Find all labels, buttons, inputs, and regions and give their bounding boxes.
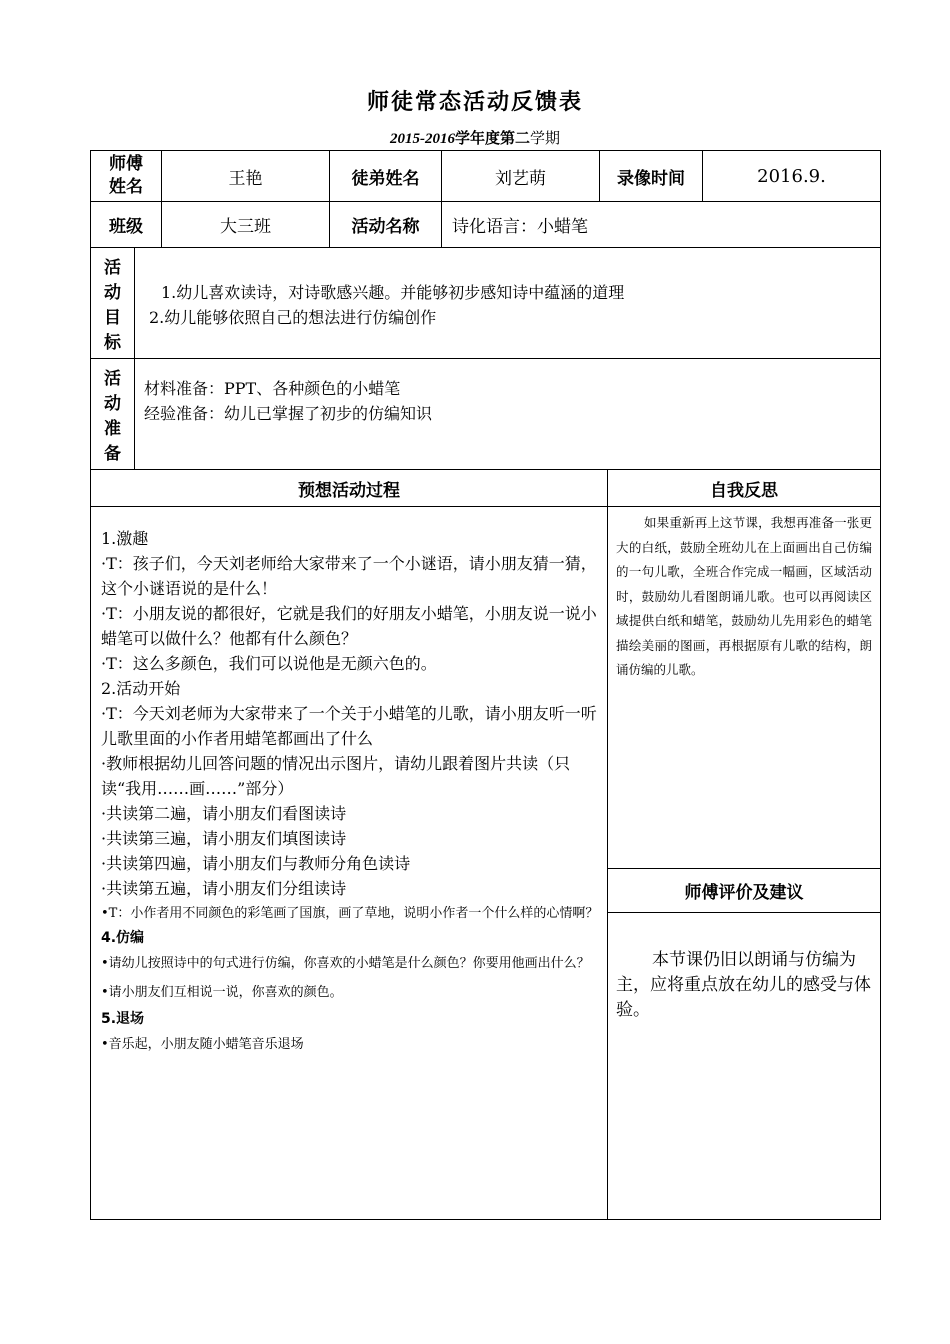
process-line: ·共读第三遍，请小朋友们填图读诗	[101, 829, 347, 848]
evaluation-content	[607, 912, 881, 1220]
term-label: 学期	[530, 131, 561, 147]
process-small-line: •音乐起，小朋友随小蜡笔音乐退场	[101, 1037, 304, 1052]
record-time-value: 2016.9.	[702, 150, 881, 202]
master-name-value: 王艳	[161, 150, 330, 202]
prep-label-cell	[90, 358, 135, 470]
process-line: ·T：孩子们，今天刘老师给大家带来了一个小谜语，请小朋友猜一猜，这个小谜语说的是什么！	[101, 554, 597, 598]
evaluation-header: 师傅评价及建议	[607, 868, 881, 913]
process-small-line: •T：小作者用不同颜色的彩笔画了国旗，画了草地，说明小作者一个什么样的心情啊？	[101, 906, 599, 921]
master-name-label: 师傅姓名	[90, 150, 162, 202]
process-small-line: •请小朋友们互相说一说，你喜欢的颜色。	[101, 985, 343, 1000]
prep-content	[134, 358, 881, 470]
year-range: 2015-2016	[389, 131, 455, 147]
reflection-content	[607, 506, 881, 869]
process-line: ·共读第四遍，请小朋友们与教师分角色读诗	[101, 854, 411, 873]
reflection-header: 自我反思	[607, 469, 881, 507]
process-line: ·T：今天刘老师为大家带来了一个关于小蜡笔的儿歌，请小朋友听一听儿歌里面的小作者用蜡笔都画出了什么	[101, 704, 597, 748]
process-line: ·共读第五遍，请小朋友们分组读诗	[101, 879, 347, 898]
reflection-text: 如果重新再上这节课，我想再准备一张更大的白纸，鼓励全班幼儿在上面画出自己仿编的一句儿歌，全班合作完成一幅画，区域活动时，鼓励幼儿看图朗诵儿歌。也可以再阅读区域提供白纸和蜡笔，鼓励幼儿先用彩色的蜡笔描绘美丽的图画，再根据原有儿歌的结构，朗诵仿编的儿歌。	[616, 515, 872, 677]
term-subtitle	[0, 127, 950, 148]
goals-label-cell	[90, 247, 135, 359]
year-mid: 学年度第二	[454, 129, 530, 147]
evaluation-text: 本节课仍旧以朗诵与仿编为主，应将重点放在幼儿的感受与体验。	[616, 950, 871, 1020]
process-line: ·教师根据幼儿回答问题的情况出示图片，请幼儿跟着图片共读（只读“我用……画……”部分）	[101, 754, 571, 798]
apprentice-name-label: 徒弟姓名	[329, 150, 442, 202]
process-line: ·共读第二遍，请小朋友们看图读诗	[101, 804, 347, 823]
process-line: 1.激趣	[101, 529, 149, 548]
apprentice-name-value: 刘艺萌	[441, 150, 600, 202]
process-section-4: 4.仿编	[101, 930, 145, 946]
prep-line-2: 经验准备：幼儿已掌握了初步的仿编知识	[144, 404, 433, 423]
goal-line-1: 1.幼儿喜欢读诗，对诗歌感兴趣。并能够初步感知诗中蕴涵的道理	[161, 283, 625, 302]
prep-line-1: 材料准备：PPT、各种颜色的小蜡笔	[144, 379, 401, 398]
process-line: ·T：这么多颜色，我们可以说他是无颜六色的。	[101, 654, 437, 673]
goal-line-2: 2.幼儿能够依照自己的想法进行仿编创作	[149, 308, 437, 327]
record-time-label: 录像时间	[599, 150, 703, 202]
process-line: ·T：小朋友说的都很好，它就是我们的好朋友小蜡笔，小朋友说一说小蜡笔可以做什么？他都有什么颜色？	[101, 604, 597, 648]
activity-name-label: 活动名称	[329, 201, 442, 248]
goals-label: 活动目标	[104, 258, 121, 353]
form-title: 师徒常态活动反馈表	[366, 90, 583, 115]
process-header: 预想活动过程	[90, 469, 608, 507]
process-small-line: •请幼儿按照诗中的句式进行仿编，你喜欢的小蜡笔是什么颜色？你要用他画出什么？	[101, 956, 590, 971]
activity-name-value: 诗化语言：小蜡笔	[441, 201, 881, 248]
process-line: 2.活动开始	[101, 679, 181, 698]
class-value: 大三班	[161, 201, 330, 248]
prep-label: 活动准备	[104, 369, 121, 464]
process-section-5: 5.退场	[101, 1011, 145, 1027]
class-label: 班级	[90, 201, 162, 248]
goals-content	[134, 247, 881, 359]
process-content	[90, 506, 608, 1220]
